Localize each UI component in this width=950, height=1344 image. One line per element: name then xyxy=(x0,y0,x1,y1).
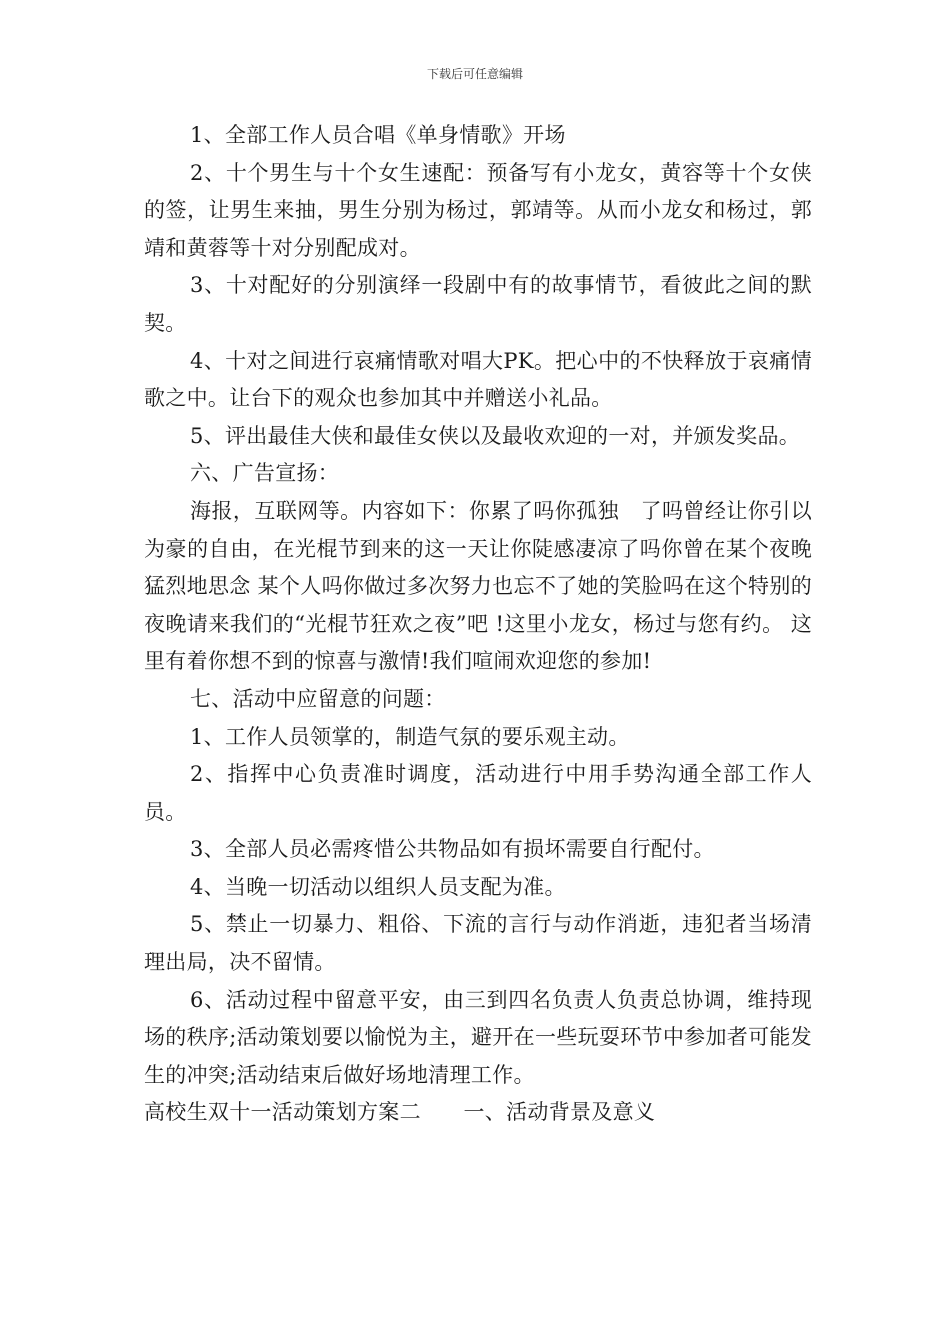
paragraph-4: 4、十对之间进行哀痛情歌对唱大PK。把心中的不快释放于哀痛情歌之中。让台下的观众也参加其中并赠送小礼品。 xyxy=(144,348,812,411)
paragraph-5: 5、评出最佳大侠和最佳女侠以及最收欢迎的一对，并颁发奖品。 xyxy=(190,423,801,448)
notice-item-2: 2、指挥中心负责准时调度，活动进行中用手势沟通全部工作人员。 xyxy=(144,762,812,824)
notice-item-1: 1、工作人员领掌的，制造气氛的要乐观主动。 xyxy=(190,724,630,749)
paragraph-ad-content: 海报，互联网等。内容如下：你累了吗你孤独 了吗曾经让你引以为豪的自由，在光棍节到来的这一天让你陡感凄凉了吗你曾在某个夜晚猛烈地思念 某个人吗你做过多次努力也忘不了她的笑脸吗在这个特别的夜晚请来我们的“光棍节狂欢之夜”吧 !这里小龙女，杨过与您有约。 这里有着你想不到的惊喜与激情!我们喧闹欢迎您的参加! xyxy=(144,498,812,674)
notice-item-5: 5、禁止一切暴力、粗俗、下流的言行与动作消逝，违犯者当场清理出局，决不留情。 xyxy=(144,912,812,975)
notice-item-4: 4、当晚一切活动以组织人员支配为准。 xyxy=(190,874,566,899)
paragraph-2: 2、十个男生与十个女生速配：预备写有小龙女，黄容等十个女侠的签，让男生来抽，男生分别为杨过，郭靖等。从而小龙女和杨过，郭靖和黄蓉等十对分别配成对。 xyxy=(144,160,812,260)
document-body xyxy=(144,117,812,1132)
notice-item-3: 3、全部人员必需疼惜公共物品如有损坏需要自行配付。 xyxy=(190,837,715,862)
paragraph-1: 1、全部工作人员合唱《单身情歌》开场 xyxy=(190,123,566,147)
section-heading-6: 六、广告宣扬： xyxy=(190,461,340,486)
plan-two-heading: 高校生双十一活动策划方案二 一、活动背景及意义 xyxy=(144,1100,656,1125)
section-heading-7: 七、活动中应留意的问题： xyxy=(190,686,446,711)
header-note: 下载后可任意编辑 xyxy=(426,67,523,81)
paragraph-3: 3、十对配好的分别演绎一段剧中有的故事情节，看彼此之间的默契。 xyxy=(144,273,812,335)
notice-item-6: 6、活动过程中留意平安，由三到四名负责人负责总协调，维持现场的秩序;活动策划要以愉悦为主，避开在一些玩耍环节中参加者可能发生的冲突;活动结束后做好场地清理工作。 xyxy=(144,987,812,1087)
